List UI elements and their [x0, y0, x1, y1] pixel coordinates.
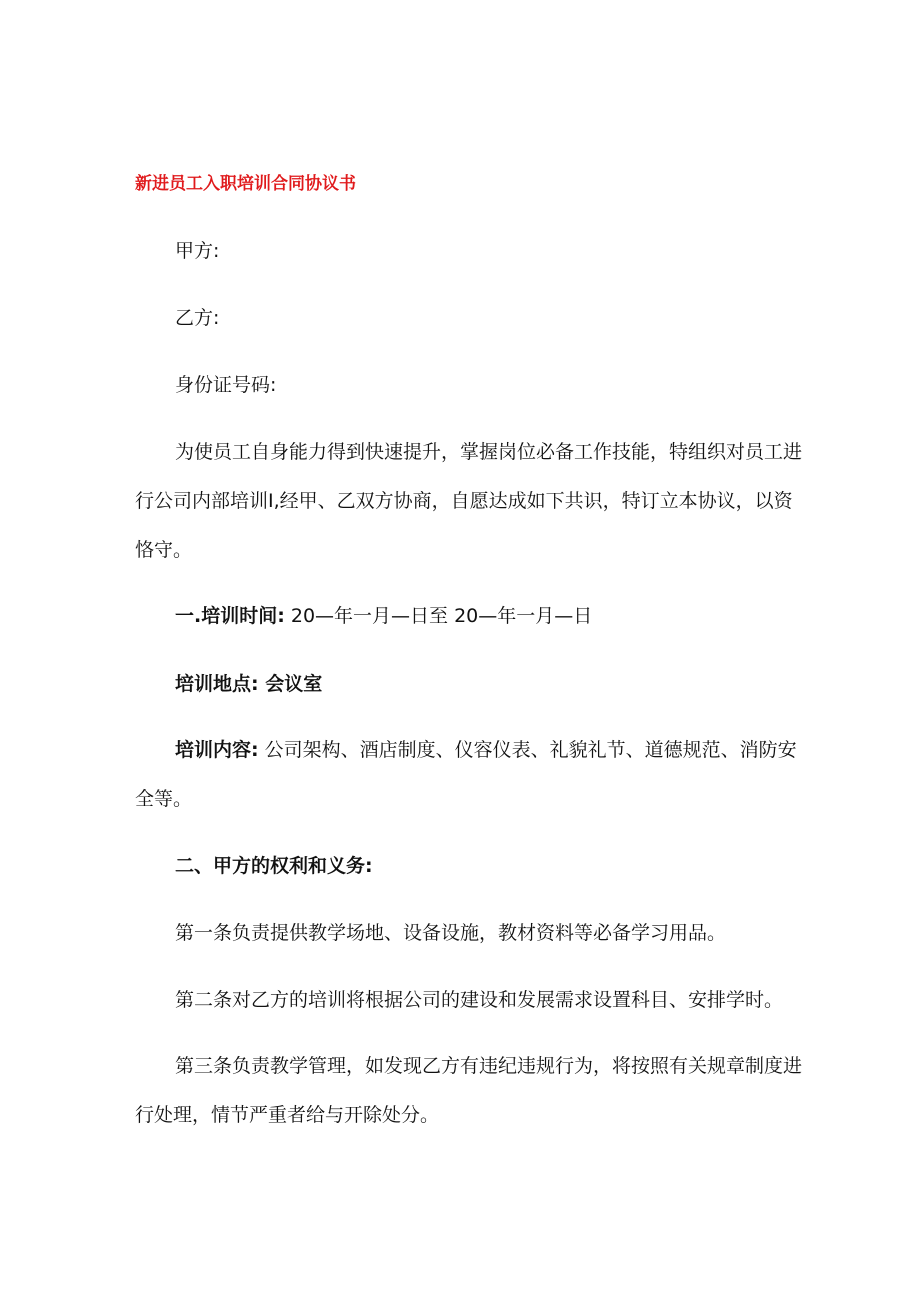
training-content-value: 公司架构、酒店制度、仪容仪表、礼貌礼节、道德规范、消防安 [258, 739, 797, 761]
training-content-line-2: 全等。 [135, 788, 193, 810]
article-2: 第二条对乙方的培训将根据公司的建设和发展需求设置科目、安排学时。 [175, 989, 784, 1011]
article-1: 第一条负责提供教学场地、设备设施，教材资料等必备学习用品。 [175, 922, 727, 944]
article-3-line-1: 第三条负责教学管理，如发现乙方有违纪违规行为，将按照有关规章制度进 [175, 1055, 803, 1077]
party-a-label: 甲方: [175, 240, 220, 262]
training-content-label: 培训内容: [175, 739, 259, 761]
id-number-label: 身份证号码: [175, 374, 277, 396]
training-place-label: 培训地点: [175, 673, 259, 695]
intro-line-2: 行公司内部培训I,经甲、乙双方协商，自愿达成如下共识，特订立本协议，以资 [135, 490, 793, 512]
section-2-heading: 二、甲方的权利和义务: [175, 855, 373, 877]
article-3-line-2: 行处理，情节严重者给与开除处分。 [135, 1104, 440, 1126]
training-place-value: 会议室 [258, 673, 323, 695]
training-place-row [175, 671, 322, 697]
party-b-label: 乙方: [175, 307, 220, 329]
training-time-label: 一.培训时间: [175, 605, 285, 627]
intro-line-1: 为使员工自身能力得到快速提升，掌握岗位必备工作技能，特组织对员工进 [175, 441, 803, 463]
intro-line-3: 恪守。 [135, 539, 193, 561]
training-time-value: 20—年一月—日至 20—年一月—日 [284, 605, 593, 627]
document-title: 新进员工入职培训合同协议书 [135, 174, 356, 194]
training-time-row [175, 603, 592, 629]
training-content-row [175, 737, 797, 763]
